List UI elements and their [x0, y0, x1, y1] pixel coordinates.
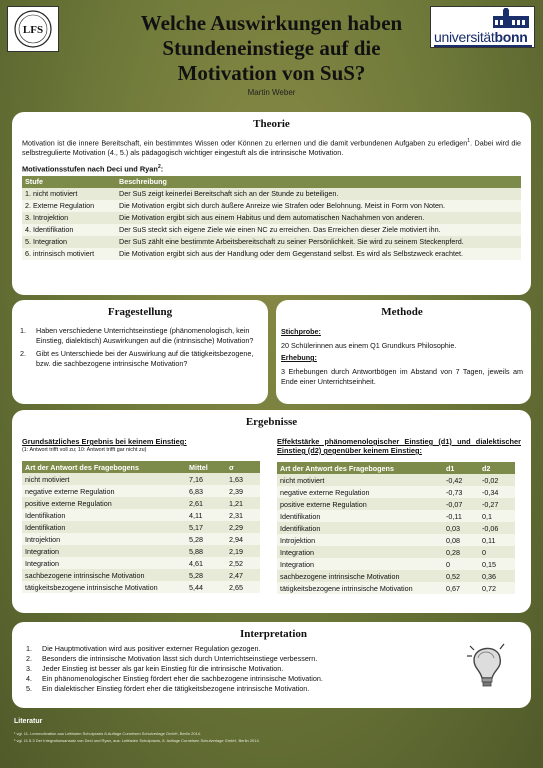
lfs-logo	[7, 6, 59, 52]
table-cell: -0,34	[479, 486, 515, 498]
table-cell: 2,29	[226, 521, 260, 533]
table-cell: 0,67	[443, 582, 479, 594]
table-header: σ	[226, 461, 260, 473]
interpretation-list	[26, 644, 426, 694]
theorie-text: Motivation ist die innere Bereitschaft, ein bestimmtes Wissen oder Können zu erlernen und die damit verbundenen Aufgaben zu erledigen$^1$. Dabei wird die selbstregulierte Motivation (4., 5.) als pädagogisch wichtiger eingestuft als die intrinsische Motivation.	[22, 138, 521, 158]
table-cell: Integration	[22, 545, 186, 557]
uni-bonn-logo	[430, 6, 535, 48]
theorie-panel	[12, 112, 531, 295]
mittel-table	[22, 461, 260, 593]
table-cell: tätigkeitsbezogene intrinsische Motivation	[22, 581, 186, 593]
table-cell: 2. Externe Regulation	[22, 200, 116, 212]
table-cell: 0	[443, 558, 479, 570]
table-cell: Die Motivation ergibt sich durch äußere Anreize wie Strafen oder Belohnung. Meist in Form von Noten.	[116, 200, 521, 212]
table-cell: 1,21	[226, 497, 260, 509]
lfs-seal-icon	[11, 9, 55, 49]
table-cell: 4,61	[186, 557, 226, 569]
effekt-table	[277, 462, 515, 594]
lightbulb-icon	[464, 638, 510, 692]
list-item: 1. Haben verschiedene Unterrichtseinstiege (phänomenologisch, kein Einstieg, dialektisch) Auswirkungen auf die (intrinsische) Motivation?	[20, 326, 254, 345]
fragestellung-panel	[12, 300, 268, 404]
table-cell: -0,07	[443, 498, 479, 510]
university-building-icon	[433, 8, 533, 30]
table-cell: 4. Identifikation	[22, 224, 116, 236]
table-cell: 0,08	[443, 534, 479, 546]
table-cell: nicht motiviert	[277, 474, 443, 486]
ergebnisse-left	[22, 437, 262, 593]
list-item: 3. Jeder Einstieg ist besser als gar kein Einstieg für die intrinsische Motivation.	[26, 664, 284, 673]
table-cell: 0,15	[479, 558, 515, 570]
erhebung-text: 3 Erhebungen durch Antwortbögen im Abstand von 7 Tagen, jeweils am Ende einer Unterrichtseinheit.	[281, 367, 523, 386]
methode-panel	[276, 300, 531, 404]
table-cell: 2,39	[226, 485, 260, 497]
table-cell: Der SuS zeigt keinerlei Bereitschaft sich an der Stunde zu beteiligen.	[116, 188, 521, 200]
table-cell: Integration	[277, 546, 443, 558]
table-cell: nicht motiviert	[22, 473, 186, 485]
list-item: 2. Besonders die intrinsische Motivation lässt sich durch Unterrichtseinstiege verbessern.	[26, 654, 318, 663]
table-header: d2	[479, 462, 515, 474]
table-cell: positive externe Regulation	[277, 498, 443, 510]
table-cell: Identifikation	[277, 522, 443, 534]
stichprobe-label: Stichprobe:	[281, 327, 321, 336]
table-cell: 1,63	[226, 473, 260, 485]
uni-bonn-wordmark: universitätbonn	[434, 29, 528, 45]
table-cell: Die Motivation ergibt sich aus der Handlung oder dem Gegenstand selbst. Es wird als Selbstzweck erachtet.	[116, 248, 521, 260]
table-cell: 7,16	[186, 473, 226, 485]
ergebnisse-title: Ergebnisse	[245, 416, 298, 428]
list-item: 4. Ein phänomenologischer Einstieg fördert eher die sachbezogene intrinsische Motivation.	[26, 674, 323, 683]
table-cell: Identifikation	[22, 521, 186, 533]
table-cell: 4,11	[186, 509, 226, 521]
list-item: 5. Ein dialektischer Einstieg fördert eher die tätigkeitsbezogene intrinsische Motivation.	[26, 684, 310, 693]
ergebnisse-left-note: (1: Antwort trifft voll zu; 10: Antwort trifft gar nicht zu)	[22, 447, 147, 453]
table-cell: Integration	[277, 558, 443, 570]
table-cell: 1. nicht motiviert	[22, 188, 116, 200]
table-cell: 6. intrinsisch motiviert	[22, 248, 116, 260]
table-cell: 2,52	[226, 557, 260, 569]
list-item: 1. Die Hauptmotivation wird aus positiver externer Regulation gezogen.	[26, 644, 261, 653]
interpretation-title: Interpretation	[239, 628, 307, 640]
table-cell: 0,72	[479, 582, 515, 594]
uni-bonn-bar	[434, 45, 532, 47]
table-cell: Identifikation	[22, 509, 186, 521]
table-cell: 2,31	[226, 509, 260, 521]
table-cell: 0,36	[479, 570, 515, 582]
table-cell: 5,28	[186, 533, 226, 545]
ergebnisse-right	[277, 437, 521, 594]
table-header: Beschreibung	[116, 176, 521, 188]
author: Martin Weber	[247, 88, 296, 97]
table-cell: Integration	[22, 557, 186, 569]
table-cell: sachbezogene intrinsische Motivation	[22, 569, 186, 581]
table-cell: -0,73	[443, 486, 479, 498]
literatur-title: Literatur	[14, 718, 43, 725]
table-cell: Der SuS steckt sich eigene Ziele wie einen NC zu erreichen. Das Erreichen dieser Ziele motiviert ihn.	[116, 224, 521, 236]
table-header: d1	[443, 462, 479, 474]
table-cell: -0,42	[443, 474, 479, 486]
motivation-table-title: Motivationsstufen nach Deci und Ryan$^2$:	[22, 164, 164, 174]
table-cell: 0,28	[443, 546, 479, 558]
table-cell: negative externe Regulation	[22, 485, 186, 497]
table-cell: 0	[479, 546, 515, 558]
table-header: Mittel	[186, 461, 226, 473]
table-header: Stufe	[22, 176, 116, 188]
table-cell: 6,83	[186, 485, 226, 497]
methode-title: Methode	[381, 306, 423, 318]
table-cell: 0,1	[479, 510, 515, 522]
table-cell: 3. Introjektion	[22, 212, 116, 224]
list-item: 2. Gibt es Unterschiede bei der Auswirkung auf die tätigkeitsbezogene, bzw. die sachbezogene intrinsische Motivation?	[20, 349, 254, 368]
table-cell: 2,94	[226, 533, 260, 545]
table-cell: -0,27	[479, 498, 515, 510]
literatur-ref: ¹ vgl. 11. Lernmotivation aus Leitfaden Schulpraxis 8.Auflage Cornelsen Schulverlage GmbH, Berlin 2014.	[14, 731, 202, 736]
table-cell: 5,17	[186, 521, 226, 533]
ergebnisse-panel	[12, 410, 531, 613]
table-cell: 0,11	[479, 534, 515, 546]
stichprobe-text: 20 Schülerinnen aus einem Q1 Grundkurs Philosophie.	[281, 341, 457, 350]
table-cell: 5,44	[186, 581, 226, 593]
table-header: Art der Antwort des Fragebogens	[22, 461, 186, 473]
table-cell: sachbezogene intrinsische Motivation	[277, 570, 443, 582]
svg-text:LFS: LFS	[22, 24, 44, 36]
literatur-ref: ² vgl. 11.5.3 Der Integrationsansatz von Deci und Ryan, aus: Leitfaden Schulpraxis, 8. Auflage Cornelsen Schulverlage GmbH, Berlin 2014.	[14, 738, 260, 743]
table-cell: Introjektion	[22, 533, 186, 545]
table-cell: 5. Integration	[22, 236, 116, 248]
table-cell: 5,88	[186, 545, 226, 557]
fragestellung-list	[20, 326, 260, 369]
table-cell: 2,19	[226, 545, 260, 557]
table-header: Art der Antwort des Fragebogens	[277, 462, 443, 474]
table-cell: 2,61	[186, 497, 226, 509]
table-cell: 0,52	[443, 570, 479, 582]
table-cell: Identifikation	[277, 510, 443, 522]
table-cell: Der SuS zählt eine bestimmte Arbeitsbereitschaft zu seiner Persönlichkeit. Sie wird zu seinem Steckenpferd.	[116, 236, 521, 248]
table-cell: Die Motivation ergibt sich aus einem Habitus und dem automatischen Nachahmen von anderen.	[116, 212, 521, 224]
table-cell: -0,11	[443, 510, 479, 522]
ergebnisse-left-title: Grundsätzliches Ergebnis bei keinem Einstieg:	[22, 437, 187, 446]
erhebung-label: Erhebung:	[281, 353, 317, 362]
table-cell: -0,06	[479, 522, 515, 534]
fragestellung-title: Fragestellung	[107, 306, 173, 318]
table-cell: 2,47	[226, 569, 260, 581]
interpretation-panel	[12, 622, 531, 708]
table-cell: -0,02	[479, 474, 515, 486]
table-cell: 2,65	[226, 581, 260, 593]
table-cell: 5,28	[186, 569, 226, 581]
table-cell: negative externe Regulation	[277, 486, 443, 498]
table-cell: Introjektion	[277, 534, 443, 546]
poster-title: Welche Auswirkungen haben Stundeneinstiege auf die Motivation von SuS?	[140, 11, 403, 85]
ergebnisse-right-title: Effektstärke phänomenologischer Einstieg (d1) und dialektischer Einstieg (d2) gegenüber keinem Einstieg:	[277, 437, 521, 455]
theorie-title: Theorie	[253, 118, 290, 130]
table-cell: 0,03	[443, 522, 479, 534]
table-cell: tätigkeitsbezogene intrinsische Motivation	[277, 582, 443, 594]
table-cell: positive externe Regulation	[22, 497, 186, 509]
motivation-table	[22, 176, 521, 260]
